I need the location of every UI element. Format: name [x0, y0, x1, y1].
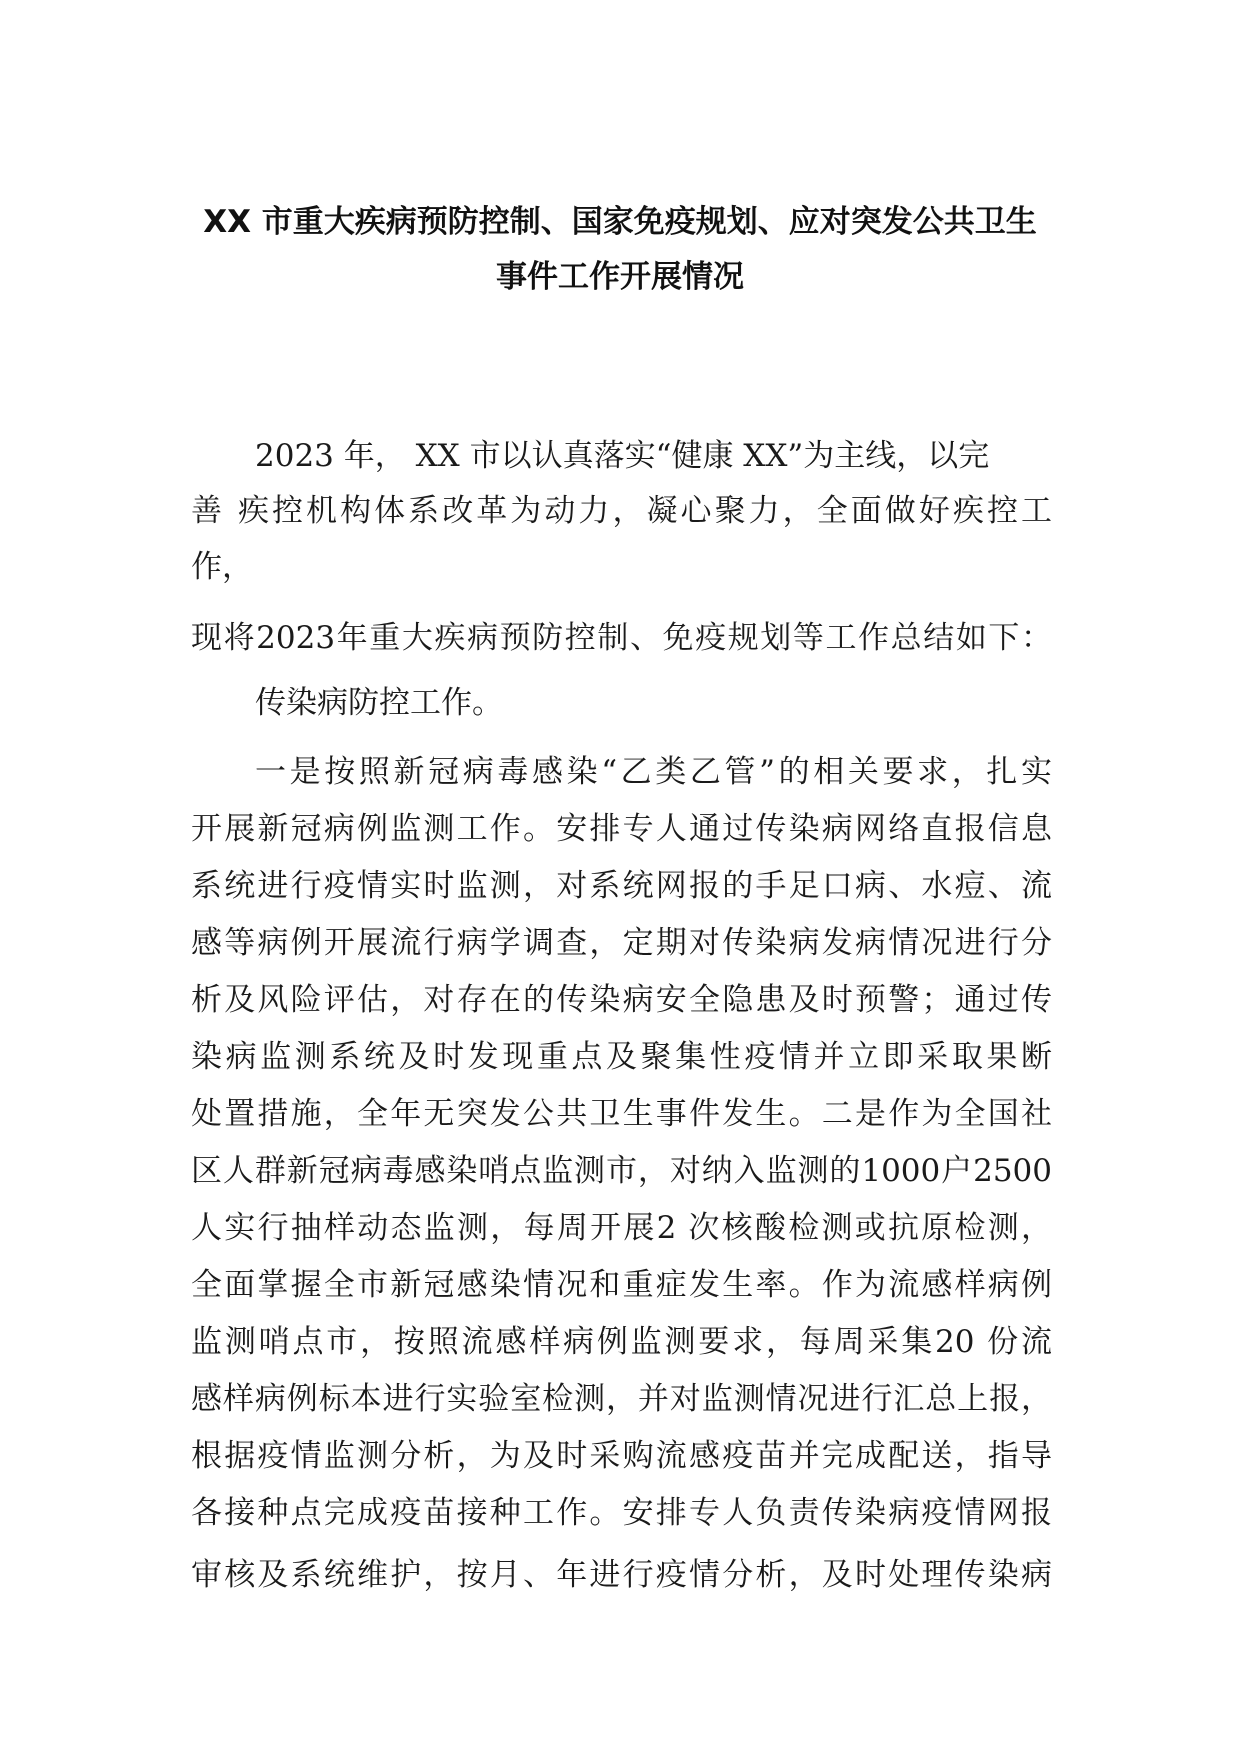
paragraph-line: 人实行抽样动态监测，每周开展2 次核酸检测或抗原检测， [191, 1210, 1052, 1246]
paragraph-line: 感样病例标本进行实验室检测，并对监测情况进行汇总上报， [191, 1381, 1052, 1417]
paragraph-line: 开展新冠病例监测工作。安排专人通过传染病网络直报信息 [191, 811, 1052, 847]
section-heading: 传染病防控工作。 [255, 685, 503, 721]
paragraph-line: 2023 年， XX 市以认真落实“健康 XX”为主线，以完 [255, 438, 990, 474]
paragraph-line: 一是按照新冠病毒感染“乙类乙管”的相关要求，扎实 [255, 754, 1052, 790]
paragraph-line: 系统进行疫情实时监测，对系统网报的手足口病、水痘、流 [191, 868, 1052, 904]
document-title-line-2: 事件工作开展情况 [496, 259, 744, 295]
document-title-line-1: XX 市重大疾病预防控制、国家免疫规划、应对突发公共卫生 [203, 204, 1037, 240]
paragraph-line: 析及风险评估，对存在的传染病安全隐患及时预警；通过传 [191, 982, 1052, 1018]
paragraph-line: 感等病例开展流行病学调查，定期对传染病发病情况进行分 [191, 925, 1052, 961]
paragraph-line: 处置措施，全年无突发公共卫生事件发生。二是作为全国社 [191, 1096, 1052, 1132]
paragraph-line: 全面掌握全市新冠感染情况和重症发生率。作为流感样病例 [191, 1267, 1052, 1303]
paragraph-line: 染病监测系统及时发现重点及聚集性疫情并立即采取果断 [191, 1039, 1052, 1075]
paragraph-line: 监测哨点市，按照流感样病例监测要求，每周采集20 份流 [191, 1324, 1052, 1360]
paragraph-line: 善 疾控机构体系改革为动力，凝心聚力，全面做好疾控工 [191, 493, 1052, 529]
paragraph-line: 审核及系统维护，按月、年进行疫情分析，及时处理传染病 [191, 1557, 1052, 1593]
paragraph-line: 区人群新冠病毒感染哨点监测市，对纳入监测的1000户2500 [191, 1153, 1052, 1189]
paragraph-line: 根据疫情监测分析，为及时采购流感疫苗并完成配送，指导 [191, 1438, 1052, 1474]
paragraph-line: 作， [191, 549, 253, 585]
paragraph-line: 各接种点完成疫苗接种工作。安排专人负责传染病疫情网报 [191, 1495, 1052, 1531]
paragraph-line: 现将2023年重大疾病预防控制、免疫规划等工作总结如下： [191, 620, 1052, 656]
